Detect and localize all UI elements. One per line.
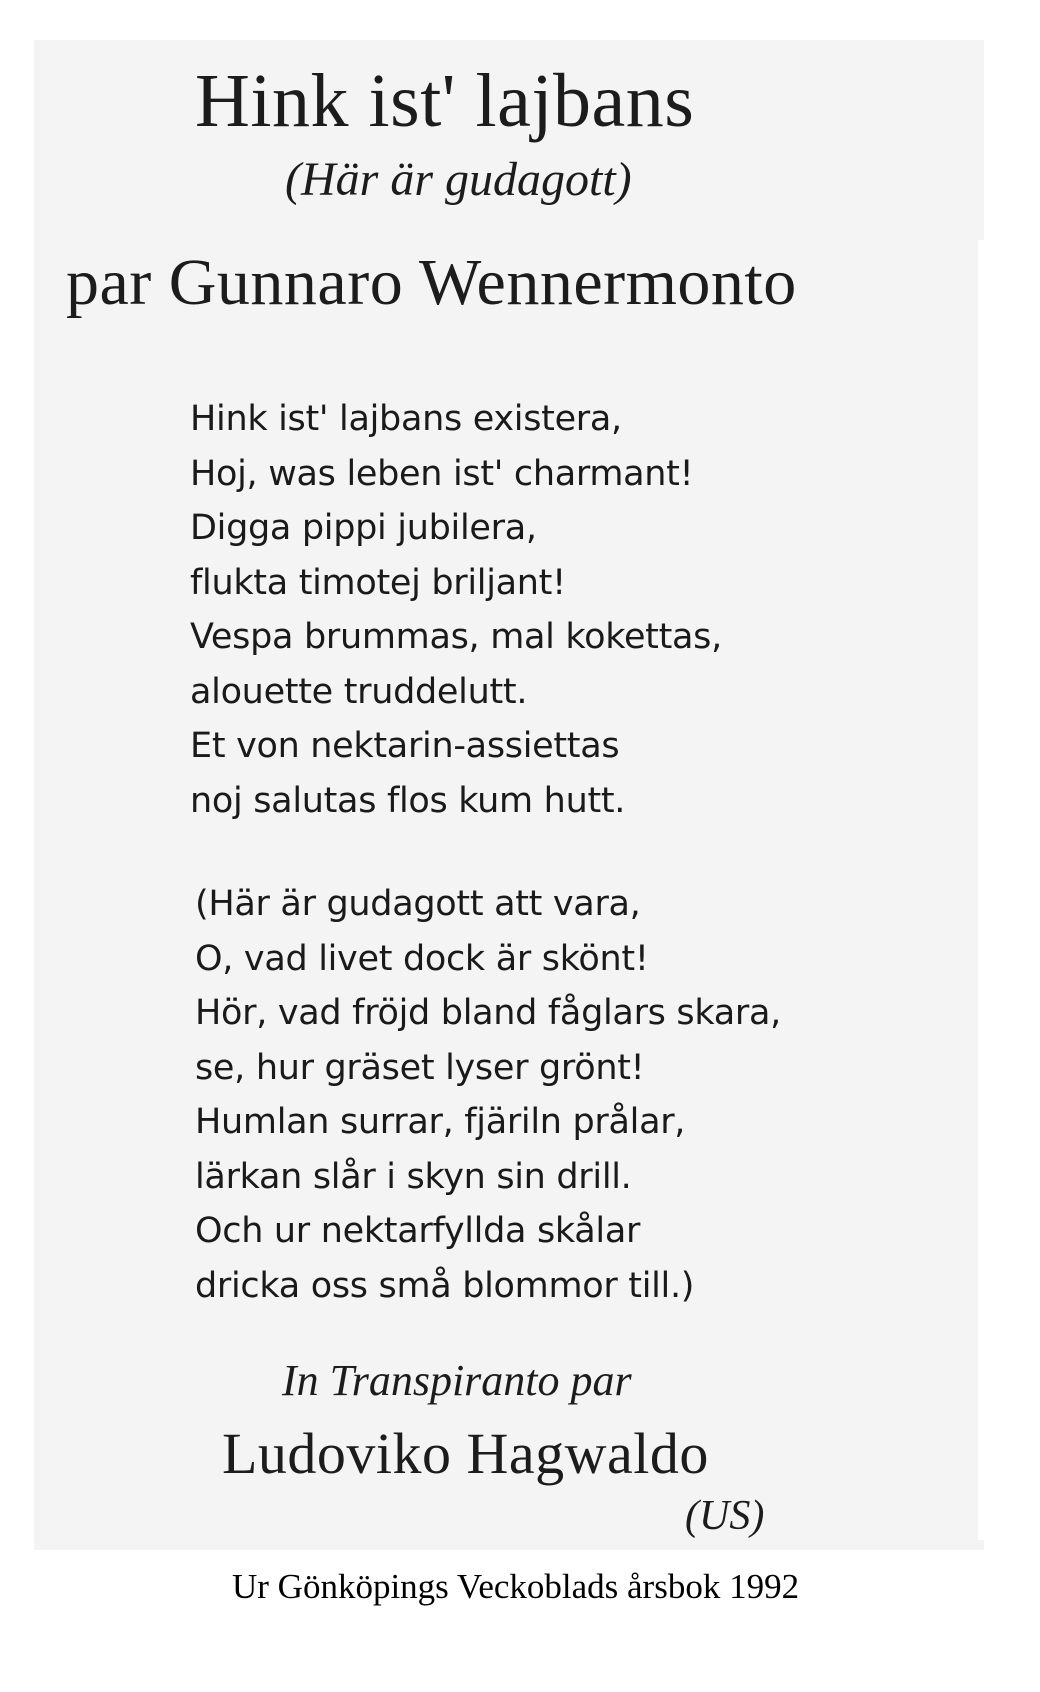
stanza-1 (190, 392, 722, 828)
verse-line: (Här är gudagott att vara, (195, 884, 641, 924)
poem-subtitle: (Här är gudagott) (285, 153, 632, 206)
translator-name: Ludoviko Hagwaldo (222, 1421, 709, 1486)
verse-line: dricka oss små blommor till.) (195, 1265, 695, 1306)
verse-line: Hoj, was leben ist' charmant! (190, 453, 694, 494)
verse-line: O, vad livet dock är skönt! (195, 938, 649, 979)
verse-line: flukta timotej briljant! (190, 562, 566, 603)
translator-country: (US) (685, 1493, 765, 1539)
verse-line: se, hur gräset lyser grönt! (195, 1047, 645, 1088)
author-line: par Gunnaro Wennermonto (66, 246, 797, 319)
stanza-2 (195, 877, 781, 1313)
verse-line: noj salutas flos kum hutt. (190, 780, 626, 821)
verse-line: Digga pippi jubilera, (190, 508, 537, 548)
verse-line: lärkan slår i skyn sin drill. (195, 1156, 632, 1197)
verse-line: Hör, vad fröjd bland fåglars skara, (195, 993, 781, 1033)
translation-credit: In Transpiranto par (282, 1356, 632, 1405)
clipping-edge (978, 240, 1008, 1540)
verse-line: Et von nektarin-assiettas (190, 726, 620, 766)
verse-line: Och ur nektarfyllda skålar (195, 1211, 641, 1251)
poem-title: Hink ist' lajbans (195, 59, 695, 143)
verse-line: alouette truddelutt. (190, 671, 528, 712)
source-caption: Ur Gönköpings Veckoblads årsbok 1992 (232, 1567, 800, 1606)
verse-line: Hink ist' lajbans existera, (190, 399, 622, 439)
verse-line: Vespa brummas, mal kokettas, (190, 617, 722, 657)
verse-line: Humlan surrar, fjäriln prålar, (195, 1102, 686, 1142)
